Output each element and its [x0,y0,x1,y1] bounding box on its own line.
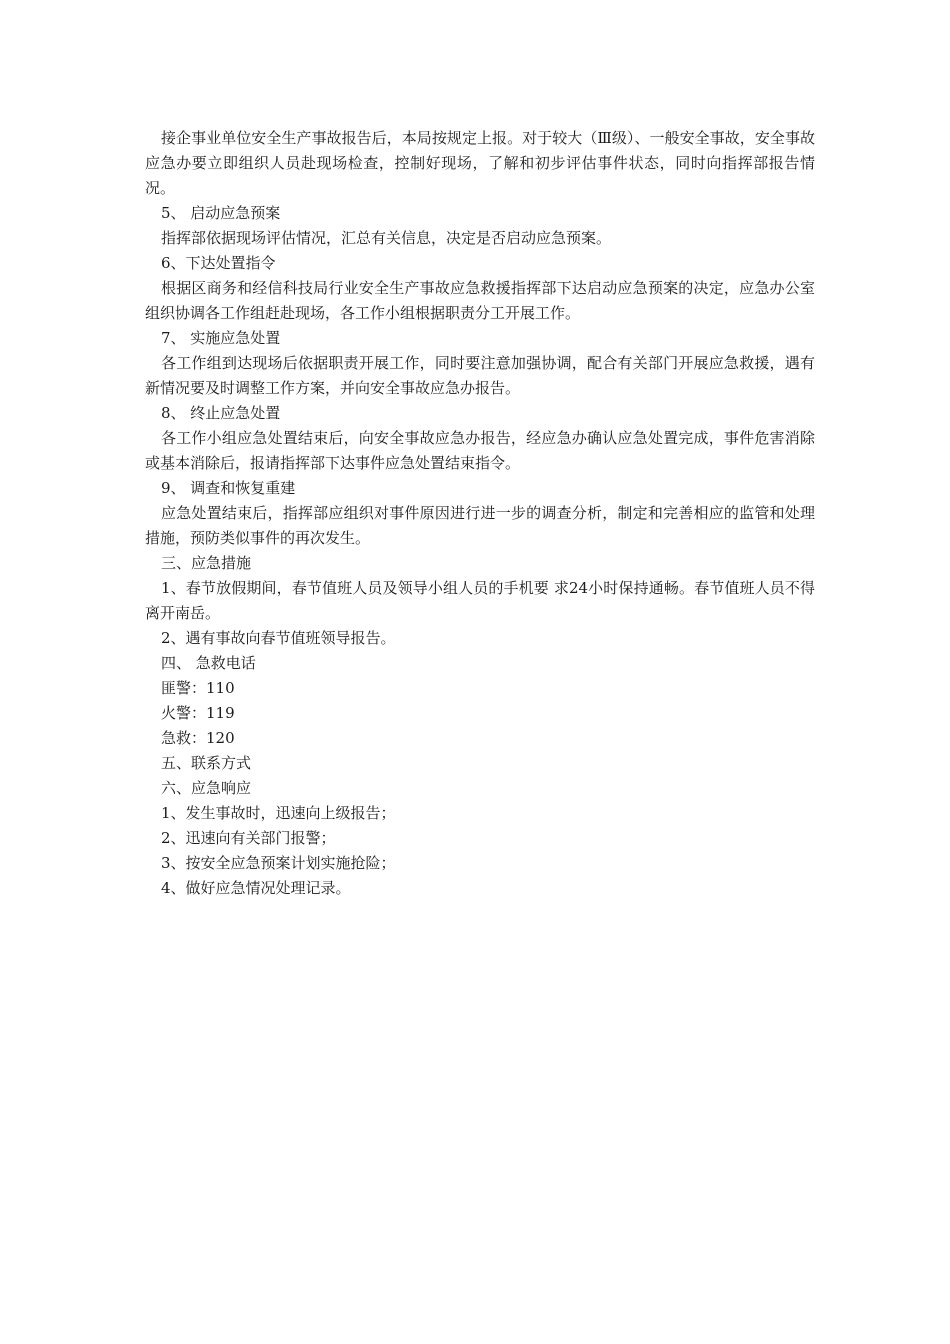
paragraph-terminate-response: 各工作小组应急处置结束后，向安全事故应急办报告，经应急办确认应急处置完成，事件危害消除或基本消除后，报请指挥部下达事件应急处置结束指令。 [145,429,815,472]
section-emergency-response: 六、应急响应 [161,779,252,797]
section-emergency-measures: 三、应急措施 [161,554,252,572]
paragraph-implement-response: 各工作组到达现场后依据职责开展工作，同时要注意加强协调，配合有关部门开展应急救援，遇有新情况要及时调整工作方案，并向安全事故应急办报告。 [145,354,815,397]
phone-police: 匪警：110 [161,679,235,697]
response-item-4: 4、做好应急情况处理记录。 [161,879,351,897]
heading-issue-instructions: 6、下达处置指令 [161,254,276,272]
phone-fire: 火警：119 [161,704,235,722]
document-page [145,126,815,901]
heading-start-plan: 5、 启动应急预案 [161,204,281,222]
paragraph-investigation-recovery: 应急处置结束后，指挥部应组织对事件原因进行进一步的调查分析，制定和完善相应的监管和处理措施，预防类似事件的再次发生。 [145,504,815,547]
heading-implement-response: 7、 实施应急处置 [161,329,281,347]
heading-terminate-response: 8、 终止应急处置 [161,404,281,422]
response-item-2: 2、迅速向有关部门报警； [161,829,336,847]
paragraph-start-plan: 指挥部依据现场评估情况，汇总有关信息，决定是否启动应急预案。 [161,229,612,247]
measure-item-1: 1、春节放假期间，春节值班人员及领导小组人员的手机要 求24小时保持通畅。春节值班人员不得离开南岳。 [145,579,815,622]
paragraph-issue-instructions: 根据区商务和经信科技局行业安全生产事故应急救援指挥部下达启动应急预案的决定，应急办公室组织协调各工作组赶赴现场，各工作小组根据职责分工开展工作。 [145,279,815,322]
phone-ambulance: 急救：120 [161,729,235,747]
response-item-3: 3、按安全应急预案计划实施抢险； [161,854,396,872]
section-contact: 五、联系方式 [161,754,252,772]
measure-item-2: 2、遇有事故向春节值班领导报告。 [161,629,396,647]
section-emergency-phones: 四、 急救电话 [161,654,256,672]
response-item-1: 1、发生事故时，迅速向上级报告； [161,804,396,822]
heading-investigation-recovery: 9、 调查和恢复重建 [161,479,296,497]
paragraph-report-procedure: 接企事业单位安全生产事故报告后，本局按规定上报。对于较大（Ⅲ级）、一般安全事故，安全事故应急办要立即组织人员赴现场检查，控制好现场，了解和初步评估事件状态，同时向指挥部报告情况。 [145,129,815,197]
